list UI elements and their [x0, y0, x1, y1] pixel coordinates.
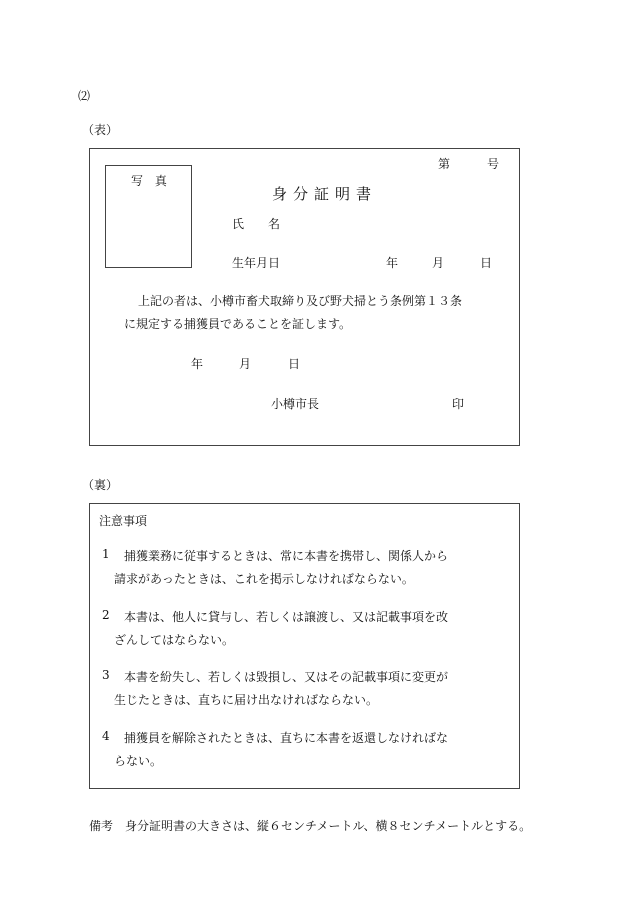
- front-heading: （表）: [82, 123, 119, 137]
- seal-mark: 印: [452, 397, 465, 411]
- note-number: 3: [102, 668, 110, 682]
- photo-label: 写 真: [131, 174, 171, 188]
- birth-day: 日: [480, 256, 493, 270]
- issue-year: 年: [191, 357, 204, 371]
- remarks: 備考 身分証明書の大きさは、縦６センチメートル、横８センチメートルとする。: [89, 819, 532, 833]
- issue-month: 月: [239, 357, 252, 371]
- issuer: 小樽市長: [271, 397, 320, 411]
- note-line: 捕獲員を解除されたときは、直ちに本書を返還しなければな: [124, 731, 449, 745]
- note-number: 4: [102, 729, 110, 743]
- name-label: 氏 名: [232, 217, 281, 231]
- note-line: 捕獲業務に従事するときは、常に本書を携帯し、関係人から: [124, 549, 449, 563]
- certification-line-2: に規定する捕獲員であることを証します。: [124, 317, 352, 331]
- number-suffix: 号: [487, 157, 500, 171]
- note-line: 生じたときは、直ちに届け出なければならない。: [114, 693, 379, 707]
- card-title: 身分証明書: [272, 185, 378, 203]
- note-line: ざんしてはならない。: [114, 633, 235, 647]
- note-line: 本書を紛失し、若しくは毀損し、又はその記載事項に変更が: [124, 670, 449, 684]
- certification-line-1: 上記の者は、小樽市畜犬取締り及び野犬掃とう条例第１３条: [138, 294, 463, 308]
- note-number: 1: [102, 547, 110, 561]
- section-number: ⑵: [78, 89, 91, 103]
- note-line: 本書は、他人に貸与し、若しくは譲渡し、又は記載事項を改: [124, 610, 449, 624]
- notes-title: 注意事項: [99, 514, 148, 528]
- number-prefix: 第: [438, 157, 451, 171]
- birth-month: 月: [432, 256, 445, 270]
- note-line: らない。: [114, 754, 163, 768]
- note-number: 2: [102, 608, 110, 622]
- birthdate-label: 生年月日: [232, 256, 281, 270]
- back-heading: （裏）: [82, 478, 119, 492]
- issue-day: 日: [288, 357, 301, 371]
- birth-year: 年: [386, 256, 399, 270]
- note-line: 請求があったときは、これを掲示しなければならない。: [114, 572, 414, 586]
